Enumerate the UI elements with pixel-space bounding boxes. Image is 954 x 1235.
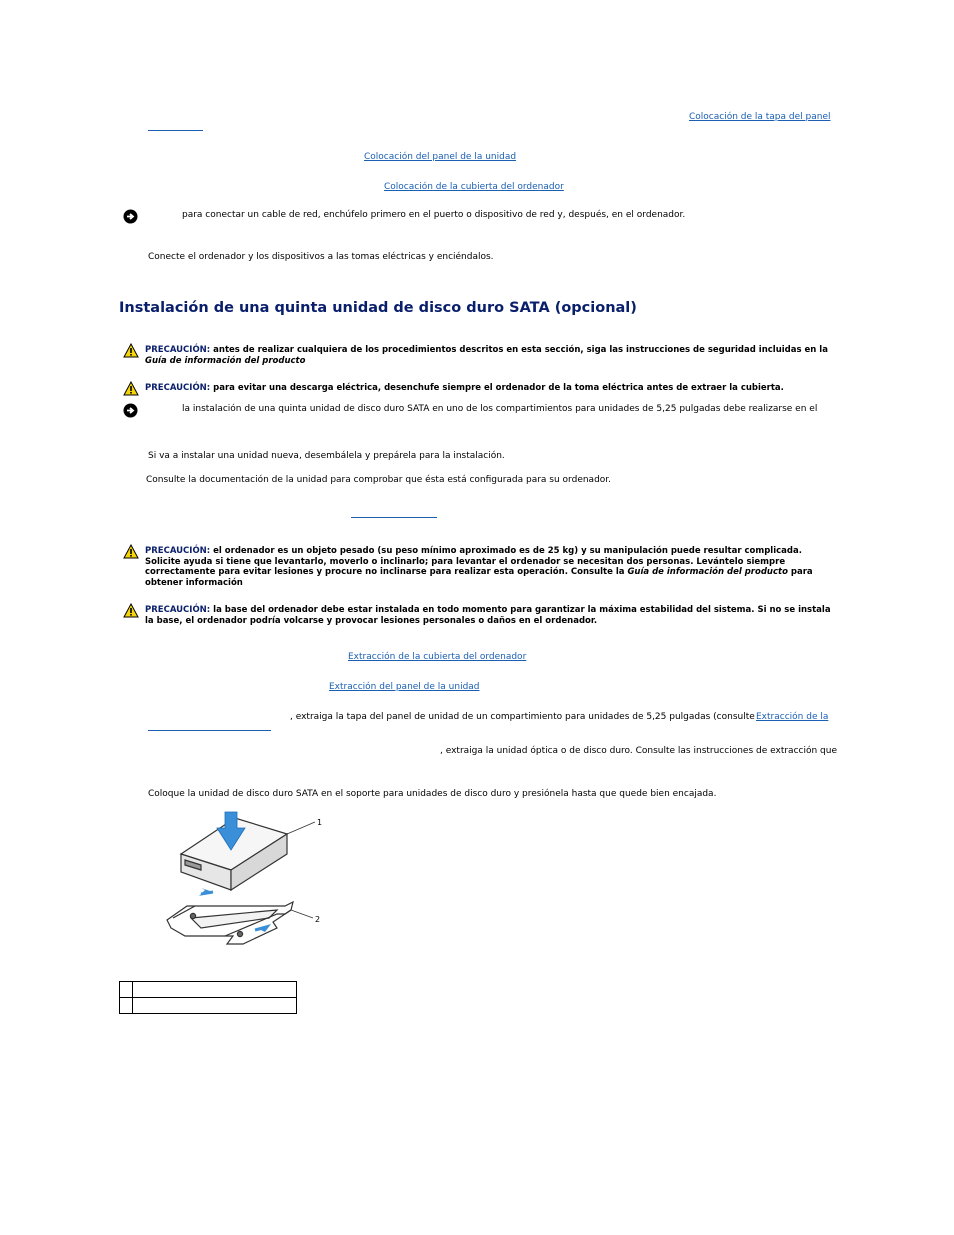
warning-icon xyxy=(123,381,139,396)
link-colocacion-panel-unidad[interactable]: Colocación del panel de la unidad xyxy=(364,152,517,162)
step-coloque: Coloque la unidad de disco duro SATA en el soporte para unidades de disco duro y presiónela hasta que quede bien encajada. xyxy=(148,789,717,799)
caution-3-text: el ordenador es un objeto pesado (su peso mínimo aproximado es de 25 kg) y su manipulación puede resultar complicada. Solicite ayuda si tiene que levantarlo, moverlo o inclinarlo; para levantar el ordenador se necesitan dos personas. Levántelo siempre correctamente para evitar lesiones y procure no inclinarse para realizar esta operación. Consulte la xyxy=(145,546,802,577)
caution-1-italic: Guía de información del producto xyxy=(145,355,306,366)
legend-number-cell xyxy=(120,998,133,1014)
notice-icon xyxy=(123,403,138,418)
caution-4 xyxy=(145,605,835,626)
caution-3 xyxy=(145,546,835,588)
caution-4-text: la base del ordenador debe estar instalada en todo momento para garantizar la máxima estabilidad del sistema. Si no se instala la base, el ordenador podría volcarse y provocar lesiones personales o daños en el ordenador. xyxy=(145,605,831,626)
step-extraiga-unidad: , extraiga la unidad óptica o de disco duro. Consulte las instrucciones de extracción que xyxy=(440,746,837,756)
callout-legend-table xyxy=(119,981,297,1014)
step-extraiga-tapa: , extraiga la tapa del panel de unidad de un compartimiento para unidades de 5,25 pulgadas (consulte xyxy=(290,712,755,722)
caution-1 xyxy=(145,345,835,366)
section-title: Instalación de una quinta unidad de disco duro SATA (opcional) xyxy=(119,300,637,316)
step-consulte: Consulte la documentación de la unidad para comprobar que ésta está configurada para su ordenador. xyxy=(146,475,612,485)
notice-quinta-text: la instalación de una quinta unidad de disco duro SATA en uno de los compartimientos para unidades de 5,25 pulgadas debe realizarse en el xyxy=(182,404,818,414)
legend-number-cell xyxy=(120,982,133,998)
callout-line xyxy=(287,822,315,834)
warning-icon xyxy=(123,544,139,559)
caution-label: PRECAUCIÓN: xyxy=(145,605,211,615)
caution-2 xyxy=(145,383,835,394)
drive-bracket-illustration xyxy=(165,810,330,958)
caution-label: PRECAUCIÓN: xyxy=(145,546,211,556)
caution-1-text: antes de realizar cualquiera de los procedimientos descritos en esta sección, siga las instrucciones de seguridad incluidas en la xyxy=(213,345,828,355)
caution-3-italic: Guía de información del producto xyxy=(627,567,788,577)
step-si-va: Si va a instalar una unidad nueva, desembálela y prepárela para la instalación. xyxy=(148,451,505,461)
notice-icon xyxy=(123,209,138,224)
link-extraccion-cubierta[interactable]: Extracción de la cubierta del ordenador xyxy=(348,652,527,662)
link-colocacion-cubierta[interactable]: Colocación de la cubierta del ordenador xyxy=(384,182,564,192)
legend-text-cell xyxy=(133,998,297,1014)
step-conecte: Conecte el ordenador y los dispositivos a las tomas eléctricas y enciéndalos. xyxy=(148,252,494,262)
table-row xyxy=(120,982,297,998)
warning-icon xyxy=(123,603,139,618)
link-extraccion-panel[interactable]: Extracción del panel de la unidad xyxy=(329,682,480,692)
drive-bracket xyxy=(167,902,293,944)
caution-3-tail: para obtener información xyxy=(145,567,813,588)
link-fragment[interactable] xyxy=(351,517,437,518)
callout-1: 1 xyxy=(317,818,323,827)
caution-label: PRECAUCIÓN: xyxy=(145,383,211,393)
link-fragment[interactable] xyxy=(148,130,203,131)
caution-2-text: para evitar una descarga eléctrica, desenchufe siempre el ordenador de la toma eléctrica antes de extraer la cubierta. xyxy=(213,383,784,393)
link-extraccion-de-la[interactable]: Extracción de la xyxy=(756,712,829,722)
table-row xyxy=(120,998,297,1014)
notice-red-text: para conectar un cable de red, enchúfelo primero en el puerto o dispositivo de red y, después, en el ordenador. xyxy=(182,210,686,220)
caution-label: PRECAUCIÓN: xyxy=(145,345,211,355)
link-fragment[interactable] xyxy=(148,730,271,731)
callout-2: 2 xyxy=(315,915,321,924)
legend-text-cell xyxy=(133,982,297,998)
arrow-shaft xyxy=(201,892,213,894)
link-colocacion-tapa-panel[interactable]: Colocación de la tapa del panel xyxy=(689,112,831,122)
callout-line xyxy=(291,910,313,918)
warning-icon xyxy=(123,343,139,358)
